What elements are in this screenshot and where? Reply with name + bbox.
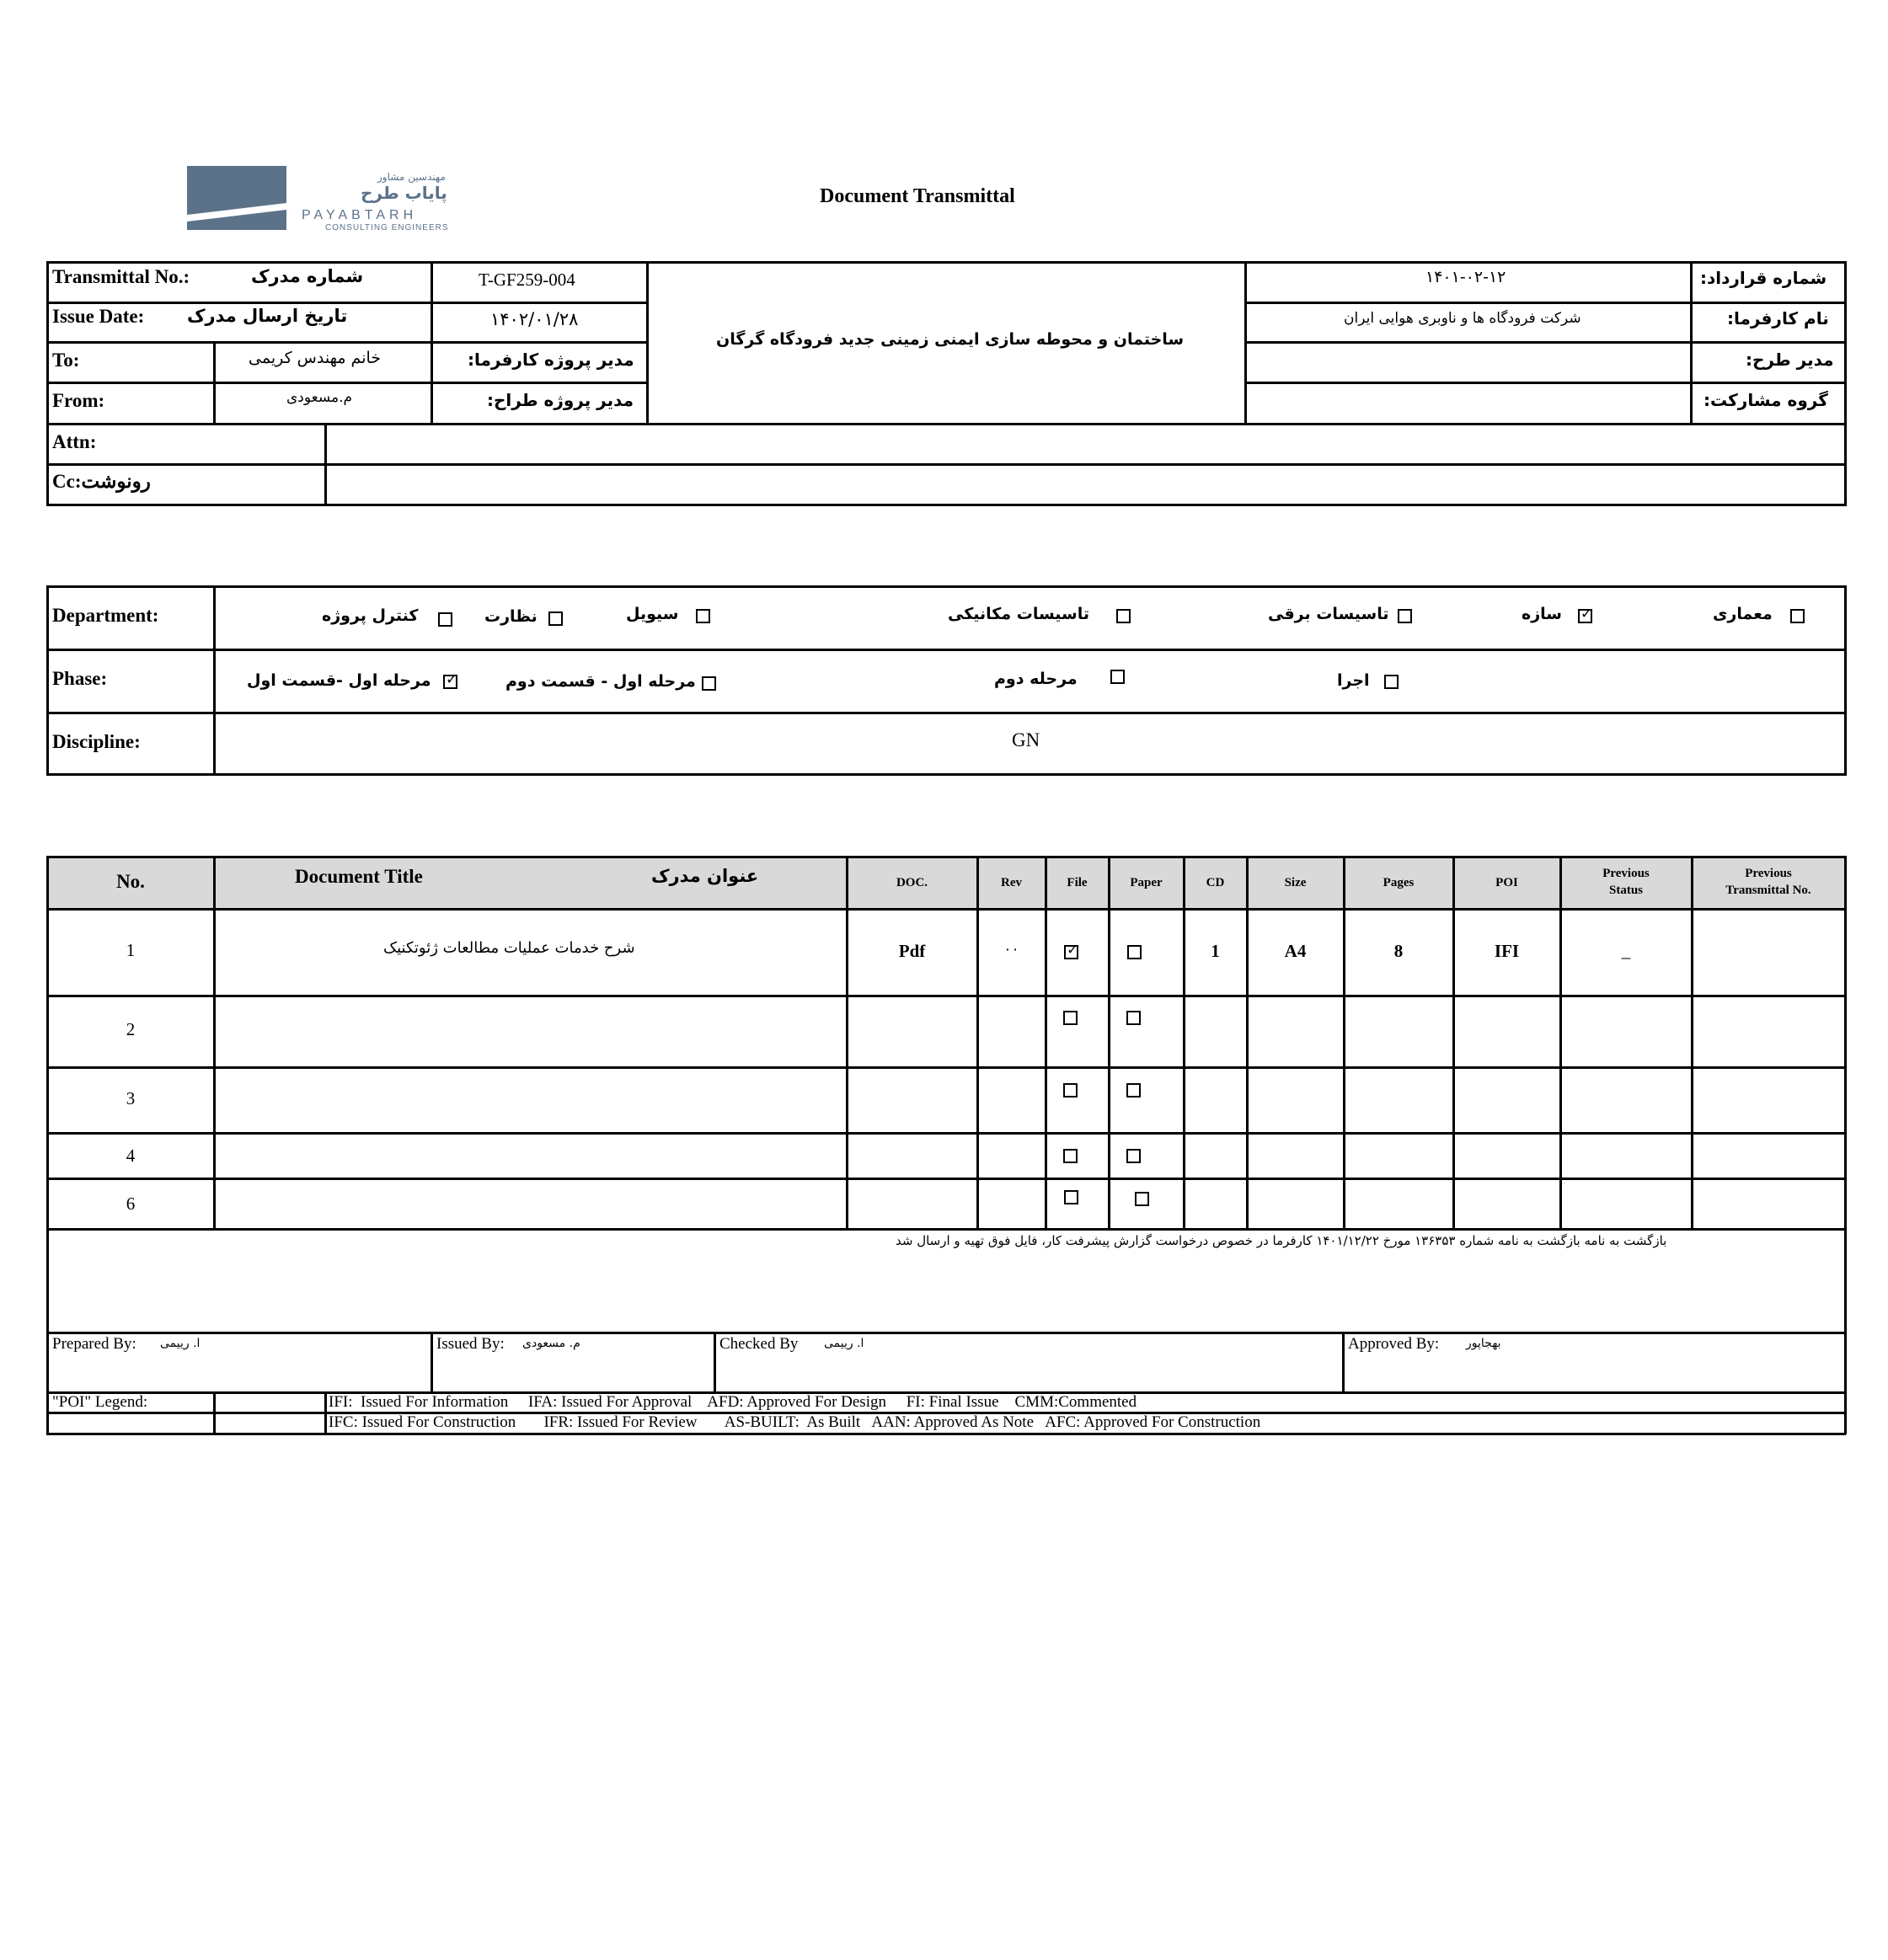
logo-tagline: CONSULTING ENGINEERS [325,223,449,232]
attn-label: Attn: [52,431,97,452]
department-civil-checkbox[interactable] [696,609,710,623]
col-header-size: Size [1284,876,1307,889]
logo-company-en: PAYABTARH [302,208,418,222]
row-paper-checkbox[interactable] [1126,1149,1141,1163]
row-poi: IFI [1494,941,1520,961]
department-project-control-checkbox[interactable] [438,612,452,627]
checked-by-value: ا. رییمی [824,1337,864,1350]
to-role: مدیر پروژه کارفرما: [468,350,634,370]
issue-date-label: Issue Date: [52,306,145,327]
poi-legend-line1: IFI: Issued For Information IFA: Issued For Approval AFD: Approved For Design FI: Final Issue CMM:Commented [329,1393,1137,1411]
contract-no-value: ۱۴۰۱-۰۲-۱۲ [1425,268,1506,286]
to-value: خانم مهندس کریمی [249,349,382,367]
phase-first-stage-part2-checkbox[interactable] [702,676,716,691]
phase-second-stage-checkbox[interactable] [1110,670,1125,684]
logo-company-fa: پایاب طرح [361,183,447,203]
row-prev-status: _ [1621,941,1631,961]
col-header-poi: POI [1495,876,1518,889]
row-file-checkbox[interactable] [1064,1190,1078,1204]
col-header-pages: Pages [1383,876,1415,889]
row-no: 3 [126,1088,136,1108]
transmittal-no-label-fa: شماره مدرک [251,266,364,286]
from-value: م.مسعودی [286,389,353,406]
phase-label: Phase: [52,668,108,689]
row-paper-checkbox[interactable] [1127,945,1142,959]
row-no: 4 [126,1146,136,1166]
col-header-rev: Rev [1001,876,1022,889]
department-structure-checkbox[interactable] [1578,609,1592,623]
department-label: Department: [52,605,159,626]
from-label: From: [52,390,105,411]
department-mechanical-checkbox[interactable] [1116,609,1131,623]
logo-subtitle: مهندسین مشاور [377,171,446,183]
row-file-checkbox[interactable] [1063,1149,1078,1163]
approved-by-value: بهجاپور [1466,1337,1501,1350]
logo-mark-icon [187,166,288,230]
phase-first-stage-part2-label: مرحله اول - قسمت دوم [505,672,696,691]
col-header-title-en: Document Title [295,866,423,887]
discipline-value: GN [1012,729,1040,750]
row-no: 6 [126,1194,136,1214]
prepared-by-value: ا. رییمی [160,1337,201,1350]
discipline-label: Discipline: [52,731,141,752]
row-paper-checkbox[interactable] [1126,1011,1141,1025]
phase-first-stage-part1-label: مرحله اول -قسمت اول [247,671,431,690]
row-paper-checkbox[interactable] [1135,1192,1149,1206]
department-architecture-label: معماری [1713,605,1773,623]
col-header-title-fa: عنوان مدرک [651,866,759,886]
poi-legend-label: "POI" Legend: [52,1393,148,1411]
department-supervision-checkbox[interactable] [548,611,563,626]
department-structure-label: سازه [1522,605,1562,623]
poi-legend-line2: IFC: Issued For Construction IFR: Issued For Review AS-BUILT: As Built AAN: Approved As Note AFC: Approved For Construction [329,1413,1261,1431]
row-file-checkbox[interactable] [1063,1011,1078,1025]
row-pages: 8 [1393,941,1404,961]
approved-by-label: Approved By: [1348,1335,1440,1353]
issue-date-value: ۱۴۰۲/۰۱/۲۸ [490,309,579,329]
col-header-prev-status-2: Status [1608,884,1643,897]
col-header-prev-trans-1: Previous [1745,867,1792,880]
department-project-control-label: کنترل پروژه [322,606,419,625]
cc-label: Cc:رونوشت [52,471,151,492]
client-value: شرکت فرودگاه ها و ناوبری هوایی ایران [1344,310,1581,327]
row-rev: ۰۰ [1003,941,1019,958]
row-cd: 1 [1211,941,1220,961]
issued-by-value: م. مسعودی [522,1337,580,1350]
row-title: شرح خدمات عملیات مطالعات ژئوتکنیک [383,939,635,957]
row-paper-checkbox[interactable] [1126,1083,1141,1097]
phase-second-stage-label: مرحله دوم [994,670,1078,688]
project-title: ساختمان و محوطه سازی ایمنی زمینی جدید فرودگاه گرگان [716,330,1185,349]
department-architecture-checkbox[interactable] [1790,609,1805,623]
col-header-file: File [1067,876,1088,889]
issue-date-label-fa: تاریخ ارسال مدرک [187,306,348,326]
contract-no-label: شماره قرارداد: [1700,268,1827,288]
department-supervision-label: نظارت [484,607,538,626]
row-doc: Pdf [898,941,926,961]
transmittal-no-label: Transmittal No.: [52,266,190,287]
page-title: Document Transmittal [820,185,1015,207]
col-header-no: No. [116,871,145,892]
from-role: مدیر پروژه طراح: [487,390,634,410]
department-electrical-label: تاسیسات برقی [1268,605,1389,623]
client-label: نام کارفرما: [1727,308,1829,328]
plan-manager-label: مدیر طرح: [1746,350,1834,370]
col-header-paper: Paper [1130,876,1163,889]
issued-by-label: Issued By: [436,1335,505,1353]
department-mechanical-label: تاسیسات مکانیکی [948,605,1089,623]
row-no: 1 [126,940,136,960]
checked-by-label: Checked By [719,1335,799,1353]
partner-group-label: گروه مشارکت: [1703,390,1828,410]
row-file-checkbox[interactable] [1064,945,1078,959]
department-electrical-checkbox[interactable] [1398,609,1412,623]
department-civil-label: سیویل [626,605,679,623]
prepared-by-label: Prepared By: [52,1335,136,1353]
company-logo [184,166,495,235]
phase-first-stage-part1-checkbox[interactable] [443,675,457,689]
col-header-prev-status-1: Previous [1602,867,1650,880]
row-no: 2 [126,1019,136,1039]
remarks-text: بازگشت به نامه بازگشت به نامه شماره ۱۳۶۳۵۳ مورخ ۱۴۰۱/۱۲/۲۲ کارفرما در خصوص درخواست گزارش پیشرفت کار، فایل فوق تهیه و ارسال شد [896,1233,1667,1248]
row-file-checkbox[interactable] [1063,1083,1078,1097]
col-header-prev-trans-2: Transmittal No. [1725,884,1811,897]
col-header-doc: DOC. [896,876,928,889]
phase-execution-label: اجرا [1337,671,1370,690]
col-header-cd: CD [1206,876,1225,889]
transmittal-no-value: T-GF259-004 [479,270,575,290]
phase-execution-checkbox[interactable] [1384,675,1399,689]
to-label: To: [52,350,80,371]
row-size: A4 [1284,941,1307,961]
